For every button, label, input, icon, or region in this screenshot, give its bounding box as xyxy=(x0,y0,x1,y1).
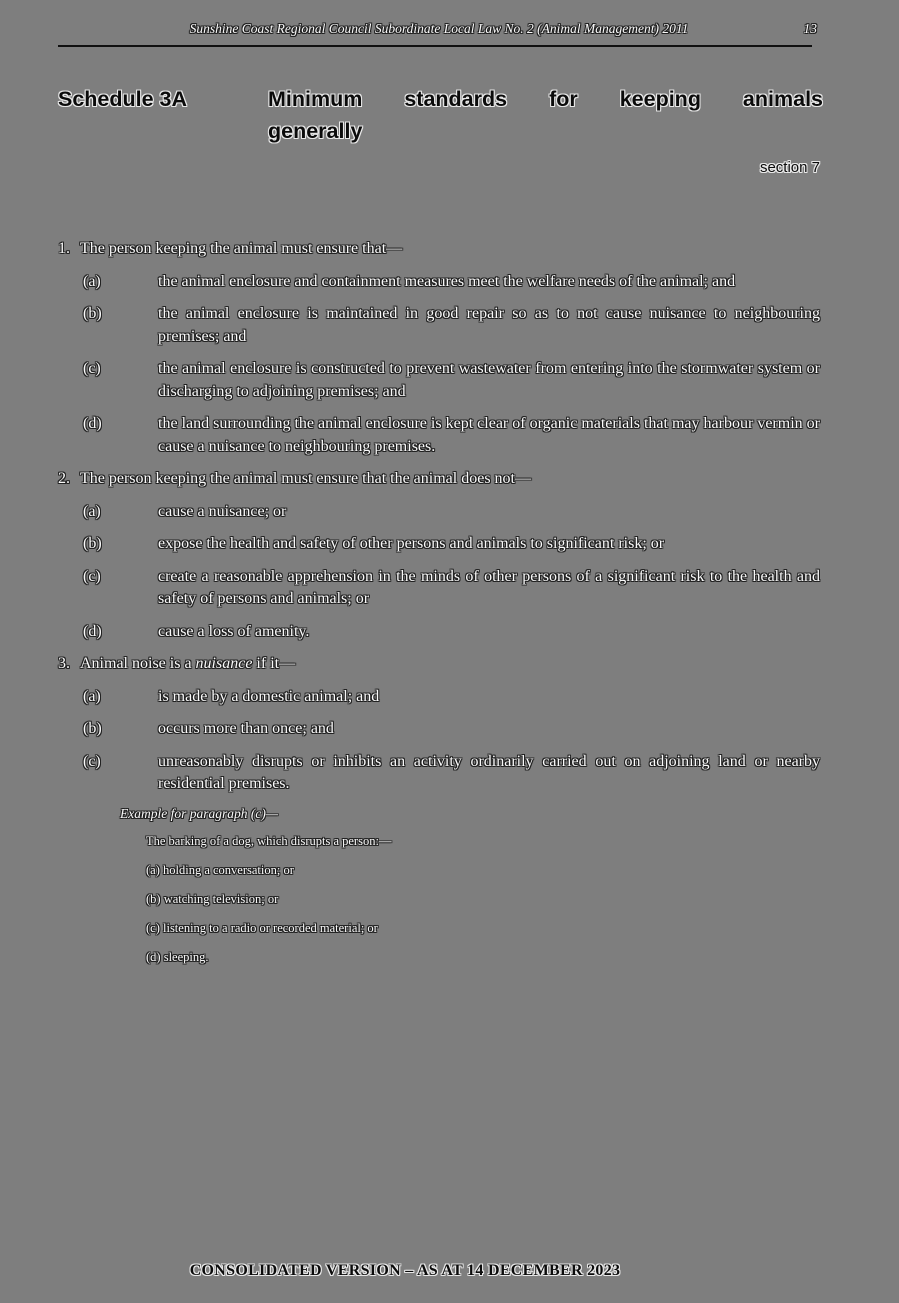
item-2-text: The person keeping the animal must ensure that the animal does not— xyxy=(80,470,531,487)
schedule-title-line2: generally xyxy=(268,119,363,143)
running-header-title: Sunshine Coast Regional Council Subordinate Local Law No. 2 (Animal Management) 2011 xyxy=(189,21,689,36)
item-3 xyxy=(58,653,820,676)
schedule-label: Schedule 3A xyxy=(58,87,188,111)
schedule-title xyxy=(268,83,823,147)
item-3b xyxy=(83,718,820,741)
item-2c-text: create a reasonable apprehension in the minds of other persons of a significant risk to the health and safety of persons and animals; or xyxy=(158,567,820,607)
footer-consolidated-version: CONSOLIDATED VERSION – AS AT 14 DECEMBER 2023 xyxy=(189,1262,621,1279)
item-2c-letter: (c) xyxy=(83,567,101,585)
item-1b xyxy=(83,303,820,348)
section-reference: section 7 xyxy=(759,159,820,176)
item-1-text: The person keeping the animal must ensure that— xyxy=(80,240,403,257)
item-1c xyxy=(83,358,820,403)
item-1d-letter: (d) xyxy=(83,415,102,432)
example-item-d: (d) sleeping. xyxy=(146,949,209,964)
item-1b-letter: (b) xyxy=(83,305,102,322)
item-1 xyxy=(58,238,820,261)
item-1c-text: the animal enclosure is constructed to prevent wastewater from entering into the stormwater system or discharging to adjoining premises; and xyxy=(158,360,820,400)
example-item-c: (c) listening to a radio or recorded material; or xyxy=(146,920,378,935)
item-3-text xyxy=(80,653,820,676)
item-3c-text: unreasonably disrupts or inhibits an activity ordinarily carried out on adjoining land or nearby residential premises. xyxy=(158,752,820,792)
item-2d-text: cause a loss of amenity. xyxy=(158,622,310,640)
item-2a xyxy=(83,501,820,524)
item-1a-text: the animal enclosure and containment measures meet the welfare needs of the animal; and xyxy=(158,272,736,290)
item-1a-letter: (a) xyxy=(83,272,101,290)
item-3b-text: occurs more than once; and xyxy=(158,720,334,737)
page-number: 13 xyxy=(803,21,817,36)
item-3b-letter: (b) xyxy=(83,720,102,737)
item-2a-letter: (a) xyxy=(83,502,101,520)
item-1c-letter: (c) xyxy=(83,360,101,377)
item-2 xyxy=(58,468,820,491)
example-block xyxy=(120,806,820,965)
item-2a-text: cause a nuisance; or xyxy=(158,502,287,520)
item-3a xyxy=(83,686,820,709)
schedule-heading xyxy=(58,83,823,147)
item-2b xyxy=(83,533,820,556)
item-1b-text: the animal enclosure is maintained in good repair so as to not cause nuisance to neighbouring premises; and xyxy=(158,305,820,345)
item-1a xyxy=(83,271,820,294)
schedule-title-line1: Minimum standards for keeping animals xyxy=(268,87,823,111)
document-body xyxy=(58,238,820,979)
example-heading: Example for paragraph (c)— xyxy=(120,805,278,821)
item-3a-letter: (a) xyxy=(83,687,101,705)
item-2c xyxy=(83,566,820,611)
example-item-a: (a) holding a conversation; or xyxy=(146,862,294,877)
header-rule xyxy=(58,45,812,47)
item-3-defined-term: nuisance xyxy=(195,655,253,672)
item-1d-text: the land surrounding the animal enclosure is kept clear of organic materials that may harbour vermin or cause a nuisance to neighbouring premises. xyxy=(158,415,820,455)
item-1d xyxy=(83,413,820,458)
item-2-number: 2. xyxy=(58,470,70,487)
example-item-b: (b) watching television; or xyxy=(146,891,279,906)
item-3c-letter: (c) xyxy=(83,752,101,770)
item-1-number: 1. xyxy=(58,240,70,257)
running-header xyxy=(58,21,820,37)
item-3a-text: is made by a domestic animal; and xyxy=(158,687,380,705)
item-3c xyxy=(83,751,820,796)
item-3-text-before: Animal noise is a xyxy=(80,655,196,672)
item-3-number: 3. xyxy=(58,655,70,672)
item-2d xyxy=(83,621,820,644)
example-intro: The barking of a dog, which disrupts a person:— xyxy=(146,833,392,848)
item-3-text-after: if it— xyxy=(252,655,296,672)
item-2b-letter: (b) xyxy=(83,535,102,552)
item-2d-letter: (d) xyxy=(83,622,102,640)
item-2b-text: expose the health and safety of other persons and animals to significant risk; or xyxy=(158,535,665,552)
